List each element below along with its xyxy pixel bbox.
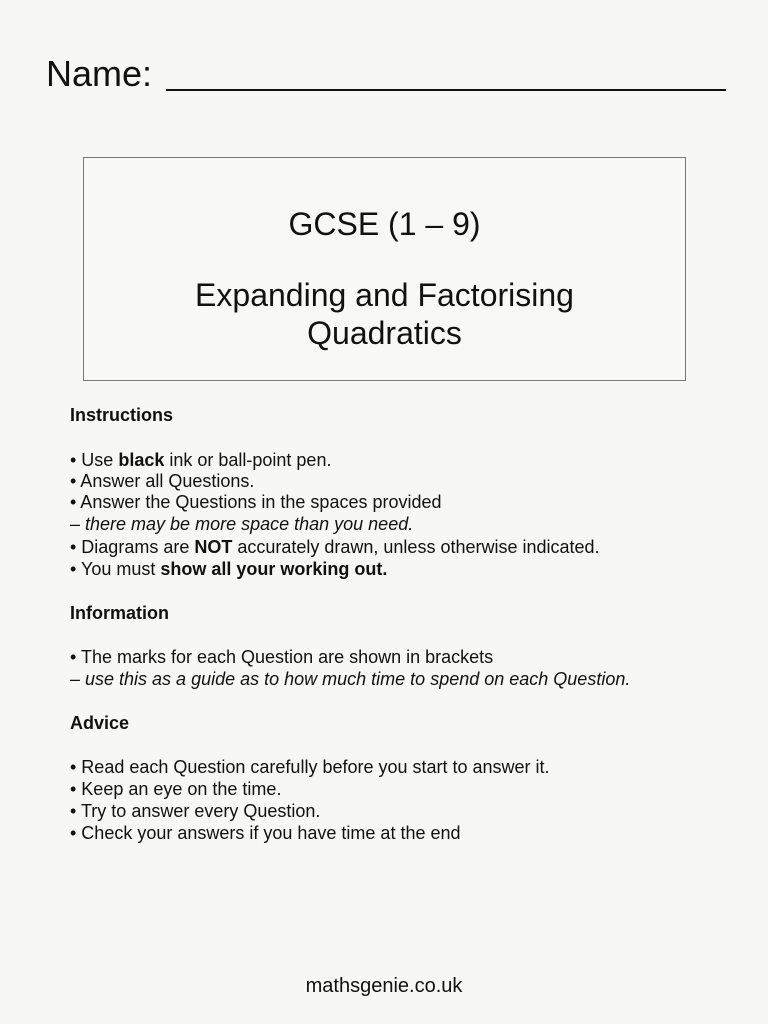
instruction-text: • You must xyxy=(70,559,161,579)
advice-heading: Advice xyxy=(70,713,130,733)
instruction-text: ink or ball-point pen. xyxy=(164,450,332,470)
instruction-item-spaces: • Answer the Questions in the spaces provided xyxy=(70,492,442,512)
footer-site: mathsgenie.co.uk xyxy=(305,975,463,997)
topic-title-line-1: Expanding and Factorising xyxy=(195,277,574,313)
instruction-text: • Diagrams are xyxy=(70,537,195,557)
information-item-marks-note: – use this as a guide as to how much time to spend on each Question. xyxy=(70,669,631,689)
instructions-heading: Instructions xyxy=(70,405,174,425)
name-row xyxy=(46,52,736,100)
instruction-item-ink xyxy=(70,449,331,471)
instruction-item-diagrams xyxy=(70,536,600,558)
instruction-item-spaces-note: – there may be more space than you need. xyxy=(70,514,414,534)
exam-level-title: GCSE (1 – 9) xyxy=(288,206,481,242)
instruction-text: • Use xyxy=(70,450,119,470)
instruction-item-answer-all: • Answer all Questions. xyxy=(70,471,255,491)
instruction-emphasis: show all your working out. xyxy=(160,559,388,579)
title-box xyxy=(83,157,686,381)
topic-title-line-2: Quadratics xyxy=(307,315,462,351)
advice-item-answer-every: • Try to answer every Question. xyxy=(70,801,321,821)
advice-item-check: • Check your answers if you have time at the end xyxy=(70,823,461,843)
advice-item-read: • Read each Question carefully before you start to answer it. xyxy=(70,757,550,777)
instruction-emphasis: NOT xyxy=(194,537,233,557)
information-item-marks: • The marks for each Question are shown in brackets xyxy=(70,647,494,667)
name-label: Name: xyxy=(46,53,153,94)
name-write-line xyxy=(166,89,726,91)
instruction-item-working xyxy=(70,558,387,580)
instruction-text: accurately drawn, unless otherwise indicated. xyxy=(232,537,600,557)
information-heading: Information xyxy=(70,603,169,623)
instruction-emphasis: black xyxy=(118,450,165,470)
advice-item-time: • Keep an eye on the time. xyxy=(70,779,282,799)
